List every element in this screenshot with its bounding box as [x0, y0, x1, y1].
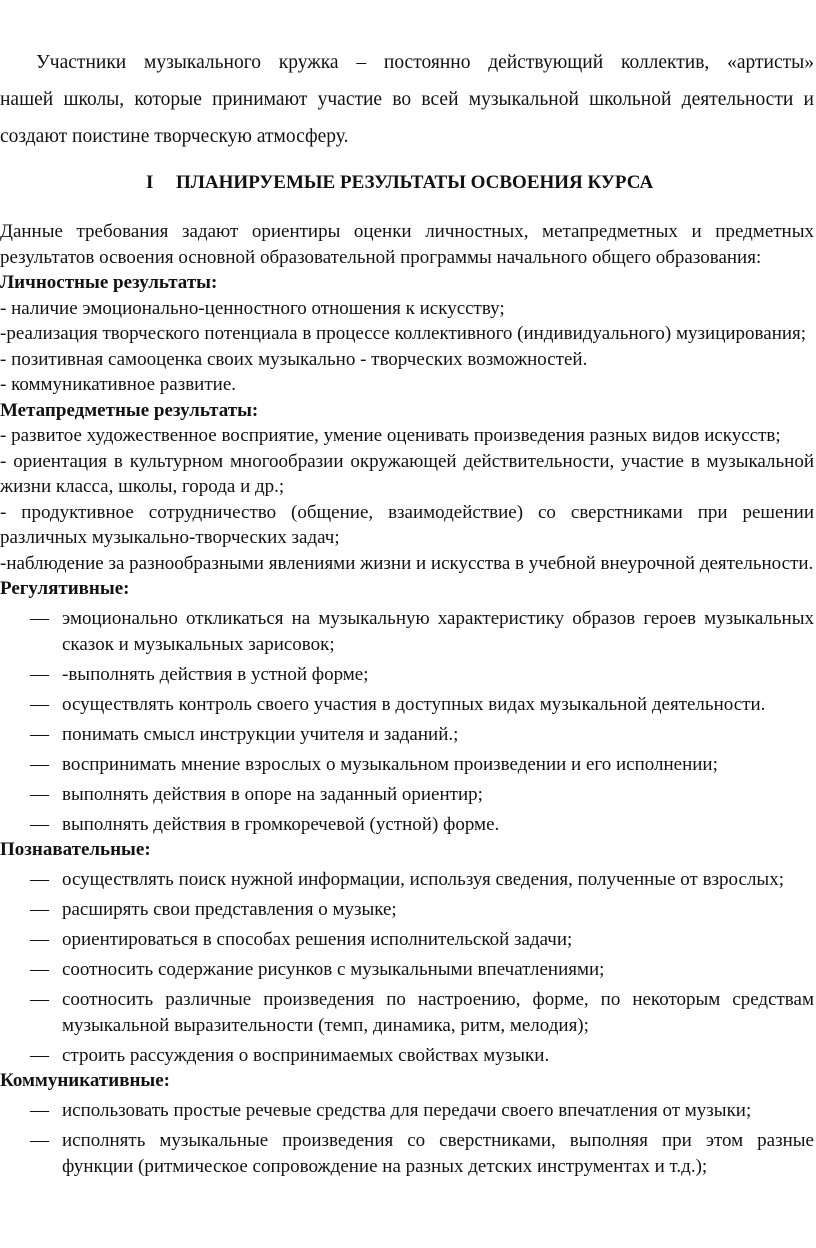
dash-bullet: — [30, 1044, 49, 1066]
intro-line: нашей школы, которые принимают участие во всей музыкальной школьной деятельности и [0, 89, 814, 110]
dash-bullet: — [30, 899, 49, 920]
list-item-text: использовать простые речевые средства для передачи своего впечатления от музыки; [62, 1100, 752, 1121]
intro-paragraph [0, 44, 814, 155]
list-item-text: исполнять музыкальные произведения со сверстниками, выполняя при этом разные функции (ритмическое сопровождение на разных детских инструментах и т.д.); [62, 1130, 814, 1177]
list-item [0, 957, 814, 983]
list-item [0, 927, 814, 953]
results-body [0, 219, 814, 1179]
list-item-text: эмоционально откликаться на музыкальную характеристику образов героев музыкальных сказок и музыкальных зарисовок; [62, 608, 814, 655]
list-item-text: осуществлять поиск нужной информации, используя сведения, полученные от взрослых; [62, 869, 784, 890]
intro-line: Участники музыкального кружка – постоянно действующий коллектив, «артисты» [36, 52, 814, 73]
list-item: - ориентация в культурном многообразии окружающей действительности, участие в музыкальной жизни класса, школы, города и др.; [0, 450, 814, 497]
dash-bullet: — [30, 1130, 49, 1151]
list-item-text: -выполнять действия в устной форме; [62, 663, 369, 685]
list-item-text: осуществлять контроль своего участия в доступных видах музыкальной деятельности. [62, 693, 766, 715]
list-item: - наличие эмоционально-ценностного отношения к искусству; [0, 297, 505, 319]
list-item-text: выполнять действия в опоре на заданный ориентир; [62, 783, 483, 805]
list-item [0, 1043, 814, 1069]
dash-bullet: — [30, 869, 49, 890]
list-item [0, 867, 814, 893]
list-item-text: выполнять действия в громкоречевой (устной) форме. [62, 813, 500, 835]
list-item-text: соотносить различные произведения по настроению, форме, по некоторым средствам музыкальной выразительности (темп, динамика, ритм, мелодия); [62, 989, 814, 1036]
dash-bullet: — [30, 693, 49, 715]
dash-bullet: — [30, 663, 49, 685]
list-item [0, 812, 814, 838]
dash-bullet: — [30, 723, 49, 745]
regulatory-title: Регулятивные: [0, 578, 130, 599]
section-title: ПЛАНИРУЕМЫЕ РЕЗУЛЬТАТЫ ОСВОЕНИЯ КУРСА [176, 172, 654, 193]
list-item: - развитое художественное восприятие, умение оценивать произведения разных видов искусств; [0, 425, 781, 446]
personal-results-title: Личностные результаты: [0, 272, 218, 293]
list-item [0, 1098, 814, 1124]
intro-line: создают поистине творческую атмосферу. [0, 126, 349, 147]
list-item [0, 692, 814, 718]
list-item-text: ориентироваться в способах решения исполнительской задачи; [62, 929, 573, 950]
list-item [0, 722, 814, 748]
dash-bullet: — [30, 1100, 49, 1121]
list-item [0, 1128, 814, 1179]
requirements-paragraph: Данные требования задают ориентиры оценки личностных, метапредметных и предметных результатов освоения основной образовательной программы начального общего образования: [0, 221, 814, 268]
list-item [0, 987, 814, 1038]
list-item [0, 897, 814, 923]
dash-bullet: — [30, 989, 49, 1010]
dash-bullet: — [30, 783, 49, 805]
list-item: -наблюдение за разнообразными явлениями жизни и искусства в учебной внеурочной деятельности. [0, 552, 814, 574]
section-number: I [146, 172, 154, 193]
list-item-text: понимать смысл инструкции учителя и заданий.; [62, 723, 459, 745]
list-item: - позитивная самооценка своих музыкально - творческих возможностей. [0, 348, 588, 370]
list-item [0, 662, 814, 688]
list-item: - коммуникативное развитие. [0, 374, 237, 395]
list-item-text: строить рассуждения о воспринимаемых свойствах музыки. [62, 1044, 550, 1066]
dash-bullet: — [30, 959, 49, 980]
list-item-text: соотносить содержание рисунков с музыкальными впечатлениями; [62, 959, 605, 980]
dash-bullet: — [30, 929, 49, 950]
list-item [0, 782, 814, 808]
cognitive-title: Познавательные: [0, 839, 151, 860]
dash-bullet: — [30, 753, 49, 775]
list-item-text: расширять свои представления о музыке; [62, 899, 397, 920]
list-item-text: воспринимать мнение взрослых о музыкальном произведении и его исполнении; [62, 753, 718, 775]
list-item [0, 752, 814, 778]
list-item [0, 606, 814, 657]
list-item: - продуктивное сотрудничество (общение, взаимодействие) со сверстниками при решении различных музыкально-творческих задач; [0, 501, 814, 548]
communicative-title: Коммуникативные: [0, 1070, 170, 1091]
dash-bullet: — [30, 608, 49, 629]
list-item: -реализация творческого потенциала в процессе коллективного (индивидуального) музицирования; [0, 323, 807, 344]
meta-results-title: Метапредметные результаты: [0, 399, 259, 421]
dash-bullet: — [30, 813, 49, 835]
